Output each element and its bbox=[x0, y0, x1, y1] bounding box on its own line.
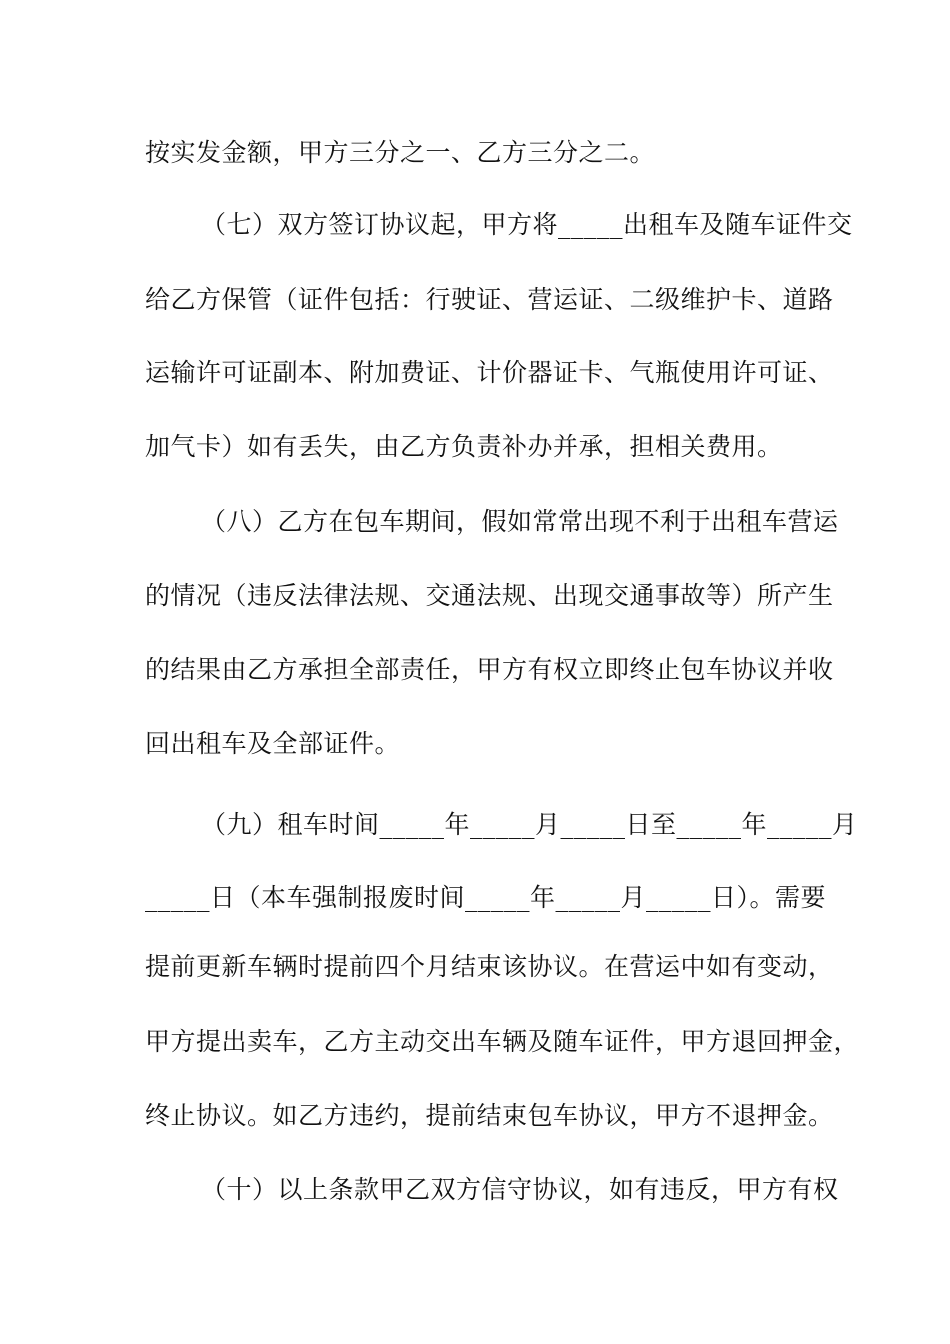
text-line: _____日（本车强制报废时间_____年_____月_____日）。需要 bbox=[145, 883, 827, 912]
clause-10-line: （十）以上条款甲乙双方信守协议，如有违反，甲方有权 bbox=[201, 1175, 839, 1204]
text-line: 按实发金额，甲方三分之一、乙方三分之二。 bbox=[145, 138, 656, 167]
text-line: 的结果由乙方承担全部责任，甲方有权立即终止包车协议并收 bbox=[145, 655, 834, 684]
clause-8-line: （八）乙方在包车期间，假如常常出现不利于出租车营运 bbox=[201, 507, 839, 536]
text-line: 运输许可证副本、附加费证、计价器证卡、气瓶使用许可证、 bbox=[145, 358, 834, 387]
text-line: 加气卡）如有丢失，由乙方负责补办并承，担相关费用。 bbox=[145, 432, 783, 461]
text-line: 甲方提出卖车，乙方主动交出车辆及随车证件，甲方退回押金， bbox=[145, 1027, 860, 1056]
text-line: 终止协议。如乙方违约，提前结束包车协议，甲方不退押金。 bbox=[145, 1101, 834, 1130]
text-line: 给乙方保管（证件包括：行驶证、营运证、二级维护卡、道路 bbox=[145, 285, 834, 314]
text-line: 的情况（违反法律法规、交通法规、出现交通事故等）所产生 bbox=[145, 581, 834, 610]
clause-9-line: （九）租车时间_____年_____月_____日至_____年_____月 bbox=[201, 810, 858, 839]
text-line: 回出租车及全部证件。 bbox=[145, 729, 401, 758]
clause-7-line: （七）双方签订协议起，甲方将_____出租车及随车证件交 bbox=[201, 210, 853, 239]
text-line: 提前更新车辆时提前四个月结束该协议。在营运中如有变动， bbox=[145, 952, 834, 981]
